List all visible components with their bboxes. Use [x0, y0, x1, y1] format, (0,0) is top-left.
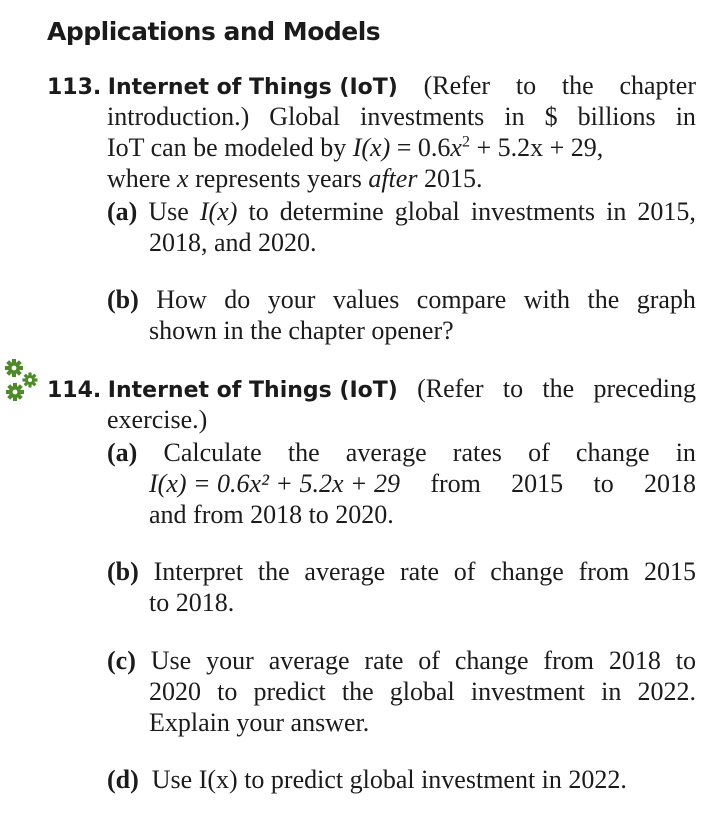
- word: Calculate: [163, 438, 262, 467]
- p113-b-line-2: shown in the chapter opener?: [149, 316, 454, 345]
- problem-title: Internet of Things (IoT): [107, 75, 398, 100]
- word: global: [389, 677, 455, 706]
- word: average: [304, 557, 386, 586]
- word: change: [490, 557, 564, 586]
- word: from: [430, 469, 481, 498]
- word: 2015: [643, 557, 696, 586]
- math-var: x: [177, 164, 189, 193]
- word: 2020: [149, 677, 201, 706]
- word: in: [601, 677, 622, 706]
- word: How: [156, 285, 207, 314]
- p114-c-line-1: [107, 645, 696, 676]
- word: 2015: [511, 469, 564, 498]
- text: 2015.: [417, 164, 483, 193]
- word: graph: [636, 285, 696, 314]
- p113-a-line-2: 2018, and 2020.: [149, 228, 317, 257]
- gear-cluster-icon: [2, 356, 42, 406]
- word: values: [332, 285, 400, 314]
- word: investment: [470, 677, 585, 706]
- word: investments: [360, 102, 485, 131]
- text: where: [107, 164, 178, 193]
- p113-line-2: [107, 101, 696, 132]
- math-var: I: [352, 133, 362, 162]
- text: + 5.2x + 29,: [469, 133, 604, 162]
- word: of: [453, 557, 476, 586]
- word: predict: [253, 677, 326, 706]
- word: the: [587, 285, 620, 314]
- part-label: (b): [107, 285, 139, 314]
- word: introduction.): [107, 102, 250, 131]
- word: chapter: [619, 71, 696, 100]
- word: preceding: [593, 374, 696, 403]
- word: average: [345, 438, 427, 467]
- word: rate: [364, 646, 404, 675]
- word: in: [675, 438, 696, 467]
- word: $: [544, 102, 558, 131]
- word: change: [454, 646, 529, 675]
- text: = 0.6: [390, 133, 451, 162]
- word: of: [528, 438, 550, 467]
- word: investments: [470, 197, 596, 226]
- text: Use I(x) to predict global investment in 2022.: [151, 765, 627, 794]
- part-label: (c): [107, 646, 136, 675]
- problem-number: 113.: [47, 75, 102, 100]
- math-var: (x): [361, 133, 391, 162]
- word: in: [675, 102, 696, 131]
- word: compare: [416, 285, 507, 314]
- word: change: [575, 438, 650, 467]
- word: your: [206, 646, 254, 675]
- p114-b-line-2: to 2018.: [149, 588, 235, 617]
- word: of: [418, 646, 440, 675]
- word: billions: [577, 102, 656, 131]
- p113-b-line-1: [107, 284, 696, 315]
- word: I(x): [199, 197, 238, 226]
- equation: I(x) = 0.6x² + 5.2x + 29: [149, 469, 401, 498]
- word: your: [267, 285, 316, 314]
- word: Interpret: [153, 557, 244, 586]
- p114-d-line-1: [107, 764, 627, 795]
- word: the: [542, 374, 575, 403]
- problem-title: Internet of Things (IoT): [107, 378, 398, 403]
- p113-line-1: [47, 70, 696, 103]
- text: represents years: [188, 164, 369, 193]
- word: in: [606, 197, 627, 226]
- exponent: 2: [461, 133, 470, 151]
- p114-a-line-2: [149, 468, 696, 499]
- part-label: (d): [107, 765, 139, 794]
- word: the: [341, 677, 374, 706]
- word: to: [593, 469, 614, 498]
- word: average: [268, 646, 350, 675]
- word: to: [217, 677, 238, 706]
- word: to: [675, 646, 696, 675]
- word: (Refer: [417, 374, 484, 403]
- word: do: [224, 285, 251, 314]
- p114-b-line-1: [107, 556, 696, 587]
- p114-line-1: [47, 373, 696, 406]
- emphasis: after: [368, 164, 418, 193]
- word: the: [287, 438, 320, 467]
- word: 2022.: [637, 677, 696, 706]
- p114-line-2: exercise.): [107, 405, 208, 434]
- part-label: (a): [107, 197, 138, 226]
- section-heading: Applications and Models: [47, 17, 381, 46]
- word: 2018: [644, 469, 696, 498]
- word: the: [257, 557, 290, 586]
- word: to: [248, 197, 269, 226]
- p114-c-line-2: [149, 676, 696, 707]
- word: Global: [269, 102, 341, 131]
- word: from: [578, 557, 630, 586]
- word: global: [394, 197, 460, 226]
- word: Use: [150, 646, 192, 675]
- word: rate: [400, 557, 439, 586]
- word: the: [561, 71, 594, 100]
- word: determine: [279, 197, 384, 226]
- word: to: [502, 374, 524, 403]
- part-label: (b): [107, 557, 139, 586]
- p113-a-line-1: [107, 196, 696, 227]
- word: Use: [148, 197, 189, 226]
- word: from: [543, 646, 594, 675]
- word: with: [523, 285, 570, 314]
- word: to: [515, 71, 537, 100]
- word: 2015,: [637, 197, 696, 226]
- p113-line-3: [107, 132, 603, 163]
- text: IoT can be modeled by: [107, 133, 353, 162]
- word: (Refer: [423, 71, 491, 100]
- word: rates: [452, 438, 502, 467]
- p114-a-line-1: [107, 437, 696, 468]
- p114-c-line-3: Explain your answer.: [149, 708, 370, 737]
- word: in: [504, 102, 525, 131]
- part-label: (a): [107, 438, 138, 467]
- problem-number: 114.: [47, 378, 102, 403]
- word: 2018: [608, 646, 661, 675]
- p114-a-line-3: and from 2018 to 2020.: [149, 500, 394, 529]
- math-var: x: [450, 133, 462, 162]
- p113-line-4: [107, 163, 482, 194]
